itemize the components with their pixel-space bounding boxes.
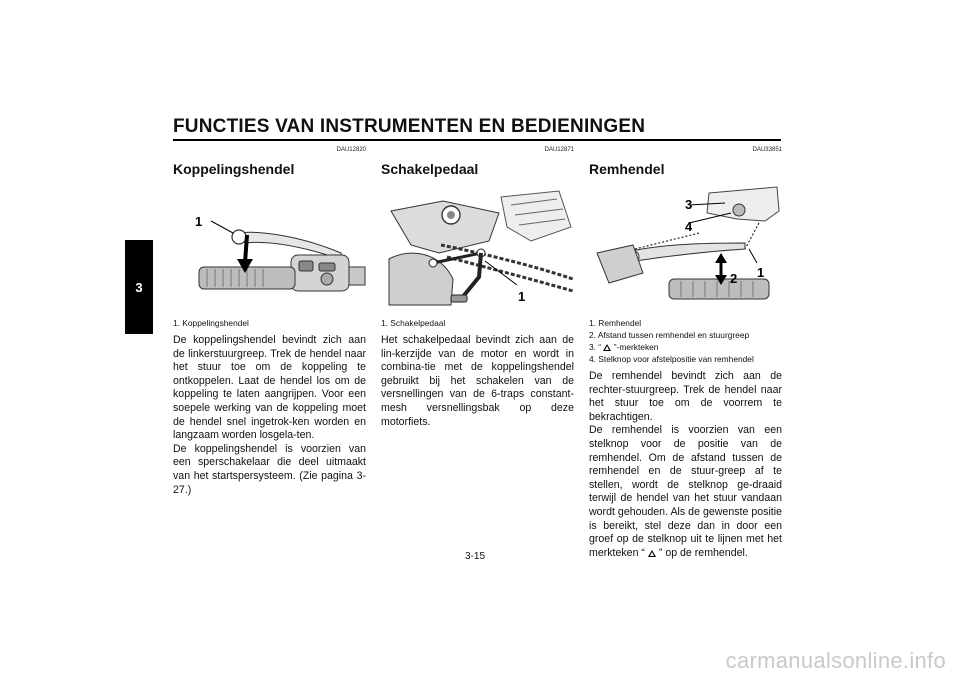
triangle-mark-icon xyxy=(603,344,611,351)
caption-text: ”-merkteken xyxy=(613,342,659,352)
page-number: 3-15 xyxy=(465,551,486,562)
brake-lever-illustration xyxy=(589,183,782,307)
shift-pedal-illustration xyxy=(381,183,574,307)
body-text xyxy=(381,334,574,429)
paragraph: De remhendel bevindt zich aan de rechter-stuurgreep. Trek de hendel naar het stuur toe om de voorrem te bekrachtigen. xyxy=(589,370,782,423)
body-text xyxy=(173,334,366,497)
paragraph-text: De remhendel is voorzien van een stelknop voor de positie van de remhendel. Om de afstand tussen de remhendel en de stuur-greep af te stellen, wordt de stelknop ge-draaid terwijl de hendel van het stuur vandaan wordt gehouden. Als de gewenste positie is bereikt, stel deze dan in door een groef op de stelknop uit te lijnen met het merkteken “ xyxy=(589,424,782,559)
caption xyxy=(589,341,782,353)
clutch-lever-illustration xyxy=(173,183,366,307)
chapter-tab xyxy=(125,240,153,334)
section-heading: Schakelpedaal xyxy=(381,161,479,177)
caption: 1. Remhendel xyxy=(589,318,642,328)
caption-list xyxy=(381,317,574,329)
paragraph: Het schakelpedaal bevindt zich aan de lin-kerzijde van de motor en wordt in combina-tie met de koppelingshendel gebruikt bij het schakelen van de versnellingen van de 6-traps constant-mesh versnellingsbak op deze motorfiets. xyxy=(381,334,574,428)
triangle-mark-icon xyxy=(648,550,656,557)
caption-text: 3. “ xyxy=(589,342,602,352)
callout-1: 1 xyxy=(757,265,765,280)
paragraph: De koppelingshendel bevindt zich aan de linkerstuurgreep. Trek de hendel naar het stuur toe om de koppeling te ontkoppelen. Laat de hendel los om de koppeling te laten aangrijpen. Voor een soepele werking van de koppeling moet de hendel snel ingetrok-ken worden en langzaam worden losgela-ten. xyxy=(173,334,366,442)
section-code: DAU12871 xyxy=(544,147,574,153)
caption: 1. Schakelpedaal xyxy=(381,318,446,328)
section-code: DAU12820 xyxy=(336,147,366,153)
section-heading: Remhendel xyxy=(589,161,665,177)
section-koppelingshendel xyxy=(173,147,366,497)
chapter-number: 3 xyxy=(135,279,143,295)
callout-2: 2 xyxy=(730,271,738,286)
callout-3: 3 xyxy=(685,197,693,212)
watermark: carmanualsonline.info xyxy=(725,648,946,673)
caption-list xyxy=(589,317,782,365)
section-code: DAU33851 xyxy=(752,147,782,153)
callout-1: 1 xyxy=(518,289,526,304)
paragraph xyxy=(589,424,782,560)
paragraph: De koppelingshendel is voorzien van een sperschakelaar die deel uitmaakt van het startspersysteem. (Zie pagina 3-27.) xyxy=(173,442,366,496)
section-heading: Koppelingshendel xyxy=(173,161,295,177)
title-rule xyxy=(173,139,781,141)
page-title: FUNCTIES VAN INSTRUMENTEN EN BEDIENINGEN xyxy=(173,116,646,137)
section-schakelpedaal xyxy=(381,147,574,429)
caption: 2. Afstand tussen remhendel en stuurgreep xyxy=(589,330,750,340)
callout-1: 1 xyxy=(195,214,203,229)
caption-list xyxy=(173,317,366,329)
paragraph-text: ” op de remhendel. xyxy=(658,546,748,559)
section-remhendel xyxy=(589,147,782,560)
caption: 1. Koppelingshendel xyxy=(173,318,249,328)
body-text xyxy=(589,370,782,560)
callout-4: 4 xyxy=(685,219,693,234)
caption: 4. Stelknop voor afstelpositie van remhendel xyxy=(589,354,754,364)
